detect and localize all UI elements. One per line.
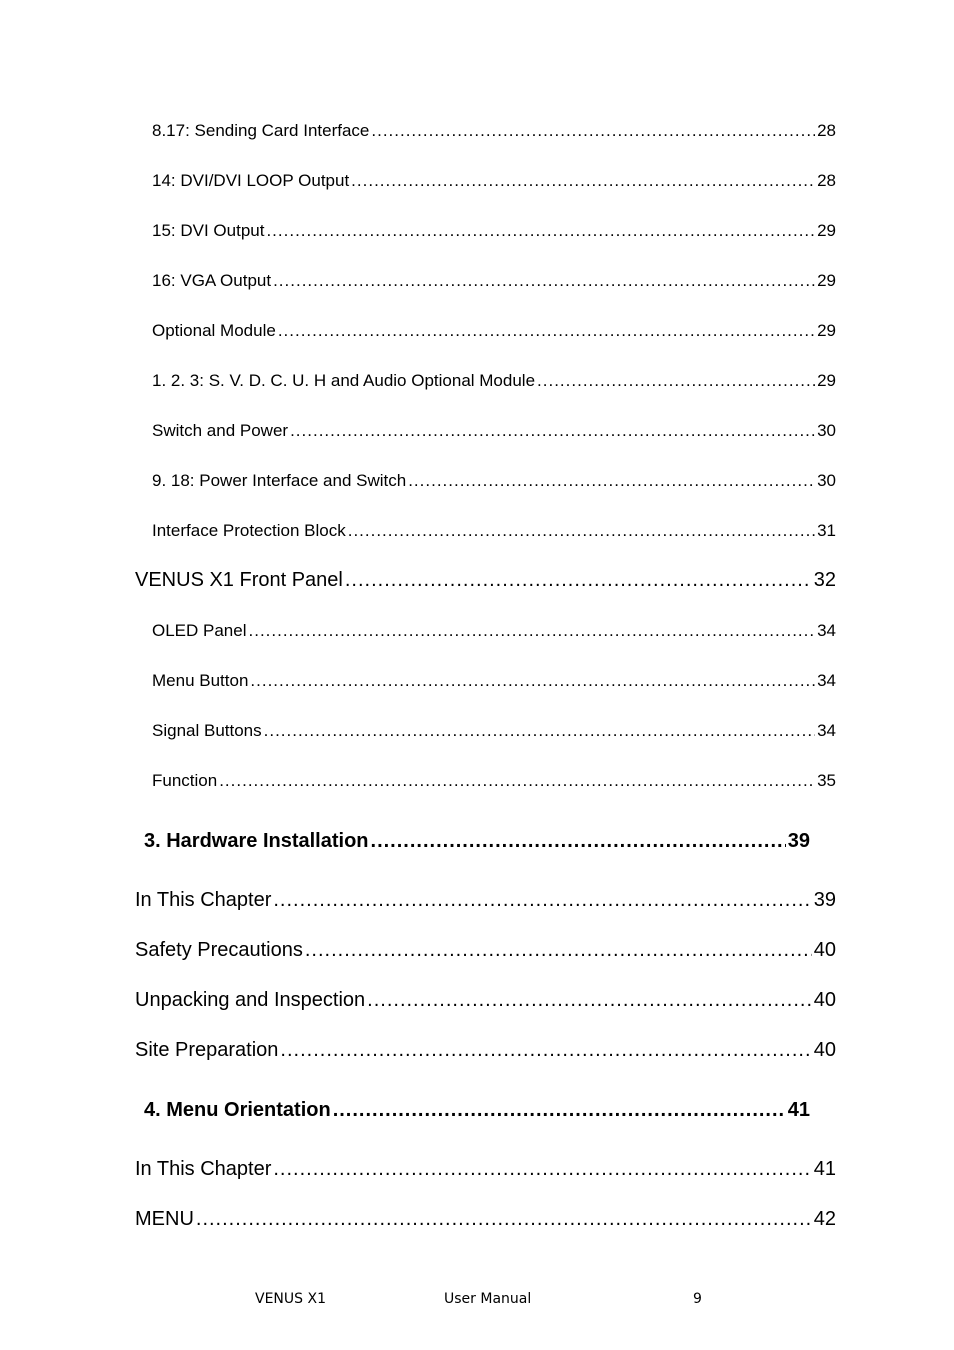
toc-entry-page: 40	[813, 1039, 836, 1061]
toc-entry[interactable]	[152, 771, 836, 791]
toc-entry-title: 4. Menu Orientation	[144, 1099, 331, 1121]
toc-entry[interactable]	[152, 321, 836, 341]
toc-entry-page: 30	[817, 421, 836, 440]
toc-entry[interactable]	[135, 1039, 836, 1062]
toc-entry-title: VENUS X1 Front Panel	[135, 569, 343, 591]
toc-entry[interactable]	[152, 421, 836, 441]
toc-entry[interactable]	[152, 171, 836, 191]
toc-entry-title: 3. Hardware Installation	[144, 830, 369, 852]
toc-leader-dots	[273, 271, 815, 291]
toc-entry[interactable]	[152, 221, 836, 241]
toc-entry-title: Unpacking and Inspection	[135, 989, 366, 1011]
toc-entry[interactable]	[152, 271, 836, 291]
toc-entry-page: 32	[813, 569, 836, 591]
toc-entry[interactable]	[135, 569, 836, 592]
toc-leader-dots	[249, 621, 816, 641]
toc-entry[interactable]	[152, 371, 836, 391]
toc-leader-dots	[408, 471, 815, 491]
toc-entry-title: Switch and Power	[152, 421, 289, 440]
toc-leader-dots	[266, 221, 815, 241]
toc-entry-page: 28	[817, 121, 836, 140]
toc-entry-page: 31	[817, 521, 836, 540]
toc-leader-dots	[333, 1099, 786, 1122]
toc-leader-dots	[305, 939, 812, 962]
toc-entry[interactable]	[135, 1208, 836, 1231]
toc-entry-title: 14: DVI/DVI LOOP Output	[152, 171, 350, 190]
toc-chapter-entry[interactable]	[144, 830, 810, 853]
toc-entry-page: 39	[787, 830, 810, 852]
footer-product: VENUS X1	[255, 1291, 326, 1307]
toc-leader-dots	[280, 1039, 811, 1062]
toc-entry[interactable]	[152, 121, 836, 141]
toc-entry-title: Site Preparation	[135, 1039, 279, 1061]
toc-entry-title: Function	[152, 771, 218, 790]
toc-leader-dots	[345, 569, 812, 592]
toc-entry-page: 28	[817, 171, 836, 190]
toc-entry-page: 39	[813, 889, 836, 911]
toc-leader-dots	[367, 989, 812, 1012]
toc-entry-page: 41	[787, 1099, 810, 1121]
toc-entry[interactable]	[135, 989, 836, 1012]
toc-leader-dots	[290, 421, 815, 441]
toc-leader-dots	[371, 830, 786, 853]
toc-entry-page: 29	[817, 271, 836, 290]
toc-entry-title: 15: DVI Output	[152, 221, 265, 240]
toc-entry-title: MENU	[135, 1208, 194, 1230]
toc-entry-page: 30	[817, 471, 836, 490]
toc-entry-title: OLED Panel	[152, 621, 247, 640]
toc-entry[interactable]	[152, 621, 836, 641]
toc-entry-title: Signal Buttons	[152, 721, 262, 740]
toc-leader-dots	[537, 371, 815, 391]
toc-entry-title: Menu Button	[152, 671, 249, 690]
toc-entry-title: In This Chapter	[135, 889, 272, 911]
footer-doc-type: User Manual	[444, 1291, 532, 1307]
footer-page-number: 9	[693, 1291, 702, 1307]
toc-entry[interactable]	[135, 889, 836, 912]
toc-entry-title: 1. 2. 3: S. V. D. C. U. H and Audio Optional Module	[152, 371, 536, 390]
toc-entry-page: 42	[813, 1208, 836, 1230]
toc-leader-dots	[278, 321, 815, 341]
toc-entry[interactable]	[135, 939, 836, 962]
toc-entry[interactable]	[152, 471, 836, 491]
toc-entry-title: Optional Module	[152, 321, 276, 340]
toc-entry-page: 34	[817, 621, 836, 640]
toc-entry[interactable]	[152, 521, 836, 541]
toc-entry-title: 16: VGA Output	[152, 271, 272, 290]
toc-entry-page: 34	[817, 671, 836, 690]
toc-entry-page: 35	[817, 771, 836, 790]
toc-leader-dots	[250, 671, 815, 691]
toc-entry-title: 9. 18: Power Interface and Switch	[152, 471, 407, 490]
toc-entry-page: 41	[813, 1158, 836, 1180]
toc-entry-title: In This Chapter	[135, 1158, 272, 1180]
toc-leader-dots	[273, 889, 811, 912]
toc-chapter-entry[interactable]	[144, 1099, 810, 1122]
toc-entry-page: 29	[817, 321, 836, 340]
toc-entry-title: Interface Protection Block	[152, 521, 346, 540]
toc-leader-dots	[273, 1158, 811, 1181]
toc-entry-page: 40	[813, 939, 836, 961]
toc-leader-dots	[264, 721, 815, 741]
toc-entry-title: Safety Precautions	[135, 939, 303, 961]
toc-leader-dots	[196, 1208, 812, 1231]
toc-leader-dots	[219, 771, 815, 791]
toc-entry[interactable]	[152, 721, 836, 741]
toc-entry-page: 40	[813, 989, 836, 1011]
toc-entry-page: 29	[817, 371, 836, 390]
toc-leader-dots	[348, 521, 815, 541]
toc-entry-page: 29	[817, 221, 836, 240]
toc-entry-title: 8.17: Sending Card Interface	[152, 121, 370, 140]
toc-entry[interactable]	[152, 671, 836, 691]
toc-entry-page: 34	[817, 721, 836, 740]
toc-leader-dots	[351, 171, 815, 191]
toc-entry[interactable]	[135, 1158, 836, 1181]
toc-leader-dots	[371, 121, 815, 141]
